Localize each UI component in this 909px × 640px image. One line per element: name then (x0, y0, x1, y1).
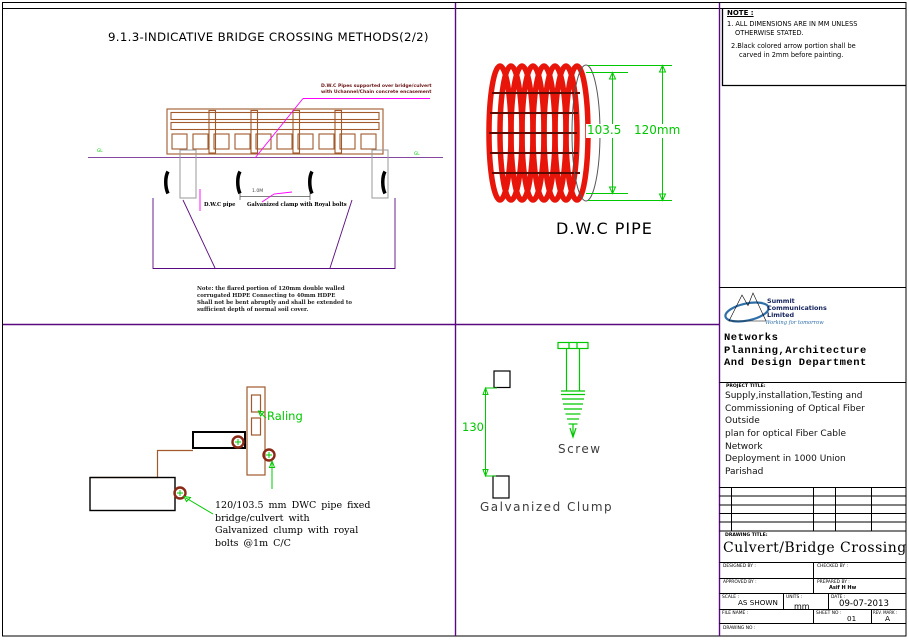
department-line1: Networks (724, 332, 779, 344)
culvert-annotation-line2: bridge/culvert with (215, 512, 310, 524)
culvert-annotation-line3: Galvanized clump with royal (215, 525, 359, 536)
bridge-note-line1: Note: the flared portion of 120mm double walled (197, 285, 345, 292)
drawing-no-label: DRAWING NO : (723, 625, 756, 631)
department-line2: Planning,Architecture (724, 345, 867, 357)
sheet-no-label: SHEET NO : (816, 610, 842, 616)
scale-label: SCALE : (722, 594, 739, 600)
ground-level-label-left: GL (97, 147, 103, 153)
note-line4: carved in 2mm before painting. (739, 51, 844, 59)
department-line3: And Design Department (724, 357, 867, 369)
bridge-note-line3: Shall not be bent abruptly and shall be extended to (197, 299, 353, 306)
railing-label: Raling (267, 409, 303, 423)
pipe-clamp-symbols (175, 437, 275, 499)
project-line4: plan for optical Fiber Cable (725, 429, 846, 439)
logo-company-line1: Summit (767, 297, 795, 305)
note-line2: OTHERWISE STATED. (735, 29, 804, 37)
title-block-borders (720, 9, 907, 624)
date-value: 09-07-2013 (839, 599, 889, 609)
bridge-deck-and-pipes (88, 147, 443, 200)
sheet-title: 9.1.3-INDICATIVE BRIDGE CROSSING METHODS(2/2) (108, 30, 429, 44)
rev-mark-label: REV. MARK : (873, 609, 898, 615)
note-line1: 1. ALL DIMENSIONS ARE IN MM UNLESS (727, 20, 858, 28)
designed-by-label: DESIGNED BY : (723, 563, 756, 569)
note-line3: 2.Black colored arrow portion shall be (731, 42, 856, 50)
logo-company-line2: Communications (767, 304, 827, 312)
checked-by-label: CHECKED BY : (817, 563, 848, 569)
bridge-callout-leaders (200, 99, 430, 212)
project-line6: Deployment in 1000 Union (725, 454, 846, 464)
prepared-by-label: PREPARED BY : (817, 580, 850, 585)
prepared-by-value: Asif H Hw (829, 584, 857, 591)
bridge-note-line4: sufficient depth of normal soil cover. (197, 306, 309, 313)
logo-company-line3: Limited (767, 311, 795, 319)
units-value: mm (794, 601, 810, 611)
summit-logo-mark (724, 293, 771, 325)
approved-by-label: APPROVED BY : (723, 580, 757, 585)
bridge-note-line2: corrugated HDPE Connecting to 40mm HDPE (197, 292, 336, 299)
culvert-section-drawing (90, 387, 275, 514)
rev-mark-value: A (885, 613, 891, 623)
dwc-pipe-title: D.W.C PIPE (556, 219, 653, 238)
clamp-callout: Galvanized clamp with Royal bolts (247, 201, 347, 208)
culvert-annotation-line1: 120/103.5 mm DWC pipe fixed (215, 500, 371, 511)
file-name-label: FILE NAME : (722, 610, 749, 616)
note-heading: NOTE : (727, 9, 754, 17)
bridge-abutment (153, 198, 395, 269)
units-label: UNITS : (786, 595, 803, 600)
culvert-annotation-line4: bolts @1m C/C (215, 537, 291, 549)
project-line7: Parishad (725, 467, 764, 477)
bridge-callout-line2: with Uchannel/Chain concrete encasement (321, 90, 432, 95)
bridge-railing (167, 109, 383, 154)
clamp-dimension (483, 388, 497, 476)
drawing-title-label: DRAWING TITLE: (725, 533, 768, 538)
project-line1: Supply,installation,Testing and (725, 391, 863, 401)
ground-level-label-right: GL (414, 151, 420, 156)
project-line2: Commissioning of Optical Fiber (725, 404, 865, 414)
screw-label: Screw (558, 442, 602, 456)
pipe-outer-dimension: 120mm (634, 123, 681, 137)
project-title-label: PROJECT TITLE: (726, 383, 766, 389)
project-line5: Network (725, 442, 763, 452)
clamp-detail-drawing (483, 371, 526, 498)
drawing-title: Culvert/Bridge Crossing (723, 540, 907, 556)
galvanized-clamp-label: Galvanized Clump (480, 500, 614, 514)
date-label: DATE : (831, 595, 846, 600)
sheet-no-value: 01 (847, 613, 857, 623)
dwc-pipe-callout: D.W.C pipe (204, 201, 236, 208)
scale-value: AS SHOWN (738, 598, 778, 607)
logo-tagline: Working for tomorrow (765, 320, 824, 326)
screw-drawing (558, 343, 588, 438)
bridge-callout-line1: D.W.C Pipes supported over bridge/culvert (321, 84, 432, 89)
dwc-pipe-drawing (487, 65, 600, 201)
clamp-spacing-dim: 1.0M (252, 188, 264, 194)
clamp-height-dimension: 130 (462, 420, 484, 434)
project-line3: Outside (725, 416, 760, 426)
pipe-inner-dimension: 103.5 (587, 123, 622, 137)
